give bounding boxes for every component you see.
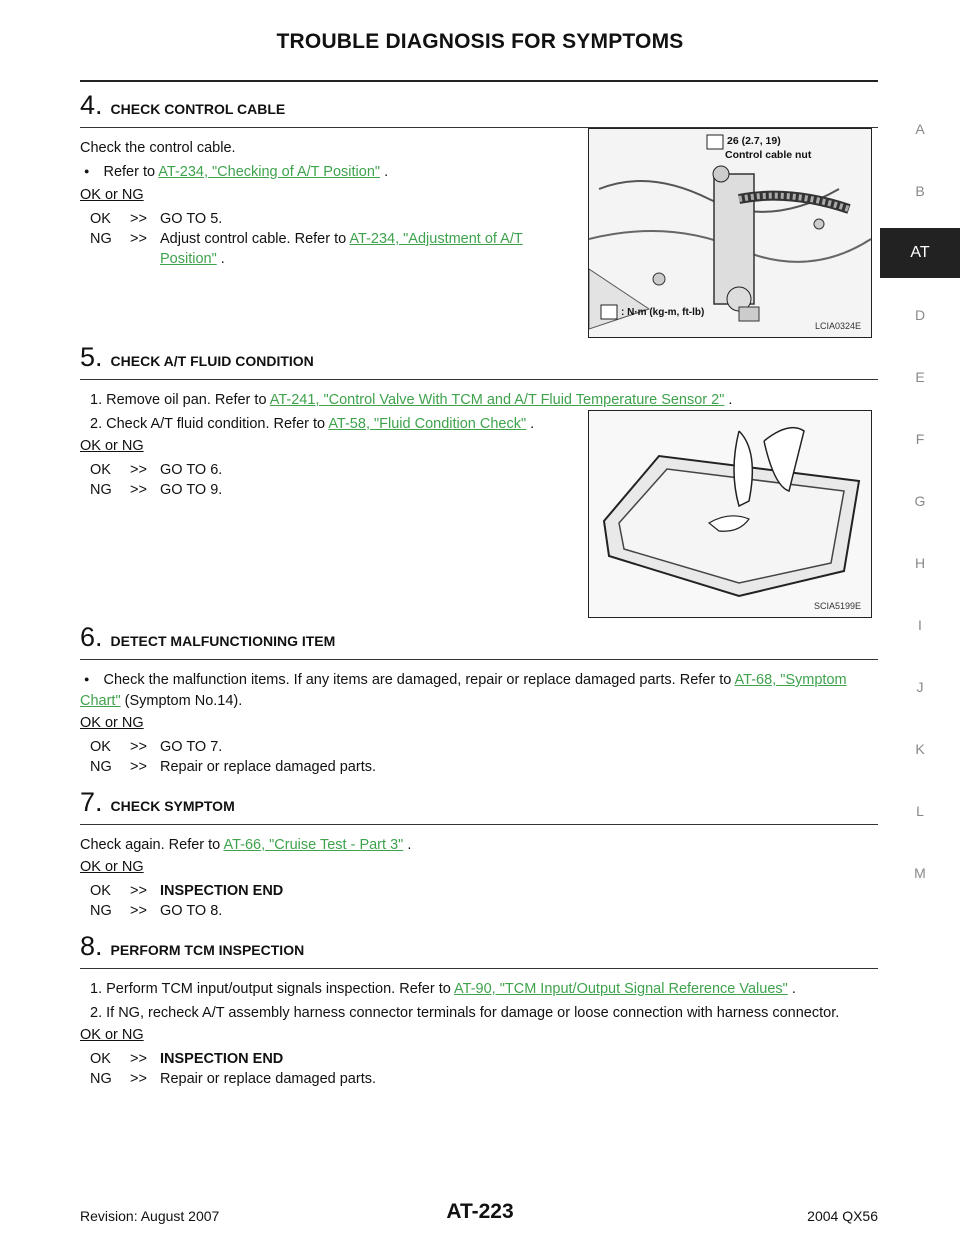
result-ng: NG >> Adjust control cable. Refer to AT-234, "Adjustment of A/T Position" . (90, 231, 523, 267)
revision-date: Revision: August 2007 (80, 1208, 220, 1224)
step-7 (80, 787, 878, 921)
main-content (80, 88, 878, 1089)
step-7-heading (80, 787, 878, 825)
result-ok: OK >> GO TO 7. (90, 739, 223, 755)
reference-link[interactable]: AT-234, "Adjustment of A/T Position" (160, 231, 523, 267)
tab-l[interactable]: L (916, 803, 924, 819)
result-ng: NG >> Repair or replace damaged parts. (90, 1071, 377, 1087)
oil-pan-figure (588, 410, 872, 618)
torque-value: 26 (2.7, 19) (727, 135, 781, 147)
result-ng: NG >> Repair or replace damaged parts. (90, 759, 377, 775)
step-6-heading (80, 622, 878, 660)
bullet-item: ● Check the malfunction items. If any items are damaged, repair or replace damaged parts. Refer to AT-68, "Symptom Chart" (Symptom No.14). (80, 670, 878, 711)
result-ok: OK >> GO TO 5. (90, 211, 223, 227)
control-cable-figure (588, 128, 872, 338)
section-tabs (880, 98, 960, 904)
oil-pan-illustration (589, 411, 871, 617)
list-item: 2. Check A/T fluid condition. Refer to AT-58, "Fluid Condition Check" . (90, 416, 535, 432)
step-number: 7. (80, 787, 103, 817)
tab-d[interactable]: D (914, 307, 926, 323)
unit-label: : N·m (kg-m, ft-lb) (621, 307, 705, 318)
tab-m[interactable]: M (914, 865, 926, 881)
list-item: 1. Perform TCM input/output signals inspection. Refer to AT-90, "TCM Input/Output Signal Reference Values" . (90, 981, 796, 997)
step-6 (80, 622, 878, 777)
tab-b[interactable]: B (915, 183, 925, 199)
step-text: Check the control cable. (80, 140, 236, 156)
reference-link[interactable]: AT-58, "Fluid Condition Check" (328, 416, 527, 432)
step-8-heading (80, 931, 878, 969)
step-4-heading (80, 90, 878, 128)
step-number: 5. (80, 342, 103, 372)
step-text: Check again. Refer to AT-66, "Cruise Test - Part 3" . (80, 837, 412, 853)
step-title: CHECK CONTROL CABLE (110, 101, 286, 117)
result-ok: OK >> INSPECTION END (90, 883, 284, 899)
ok-or-ng-label: OK or NG (80, 1027, 144, 1043)
tab-k[interactable]: K (915, 741, 925, 757)
figure-code: SCIA5199E (813, 601, 861, 611)
tab-j[interactable]: J (916, 679, 924, 695)
list-item: 2. If NG, recheck A/T assembly harness connector terminals for damage or loose connection with harness connector. (90, 1005, 840, 1021)
figure-code: LCIA0324E (814, 321, 861, 331)
reference-link[interactable]: AT-90, "TCM Input/Output Signal Reference Values" (454, 981, 788, 997)
model-label: 2004 QX56 (807, 1208, 878, 1224)
list-item: 1. Remove oil pan. Refer to AT-241, "Control Valve With TCM and A/T Fluid Temperature Sensor 2" . (90, 392, 733, 408)
header-divider (80, 80, 878, 82)
step-number: 8. (80, 931, 103, 961)
tab-i[interactable]: I (918, 617, 922, 633)
part-label: Control cable nut (725, 149, 812, 161)
tab-a[interactable]: A (915, 121, 925, 137)
page-title: TROUBLE DIAGNOSIS FOR SYMPTOMS (276, 30, 684, 53)
step-5 (80, 342, 878, 618)
ok-or-ng-label: OK or NG (80, 859, 144, 875)
bullet-item: ● Refer to AT-234, "Checking of A/T Position" . (80, 162, 580, 183)
step-title: CHECK SYMPTOM (110, 798, 235, 814)
ok-or-ng-label: OK or NG (80, 187, 144, 203)
tab-e[interactable]: E (915, 369, 925, 385)
step-title: CHECK A/T FLUID CONDITION (110, 353, 314, 369)
step-title: PERFORM TCM INSPECTION (110, 942, 305, 958)
ok-or-ng-label: OK or NG (80, 715, 144, 731)
step-number: 4. (80, 90, 103, 120)
ok-or-ng-label: OK or NG (80, 438, 144, 454)
reference-link[interactable]: AT-234, "Checking of A/T Position" (158, 164, 381, 180)
result-ng: NG >> GO TO 9. (90, 482, 223, 498)
tab-g[interactable]: G (914, 493, 926, 509)
tab-h[interactable]: H (914, 555, 926, 571)
step-title: DETECT MALFUNCTIONING ITEM (110, 633, 336, 649)
reference-link[interactable]: AT-66, "Cruise Test - Part 3" (223, 837, 404, 853)
step-number: 6. (80, 622, 103, 652)
page-number: AT-223 (446, 1200, 514, 1223)
step-5-heading (80, 342, 878, 380)
reference-link[interactable]: AT-241, "Control Valve With TCM and A/T Fluid Temperature Sensor 2" (269, 392, 725, 408)
result-ng: NG >> GO TO 8. (90, 903, 223, 919)
reference-link[interactable]: AT-68, "Symptom Chart" (80, 672, 847, 709)
result-ok: OK >> INSPECTION END (90, 1051, 284, 1067)
step-4 (80, 90, 878, 340)
result-ok: OK >> GO TO 6. (90, 462, 223, 478)
tab-at[interactable]: AT (880, 228, 960, 278)
tab-f[interactable]: F (915, 431, 925, 447)
step-8 (80, 931, 878, 1089)
